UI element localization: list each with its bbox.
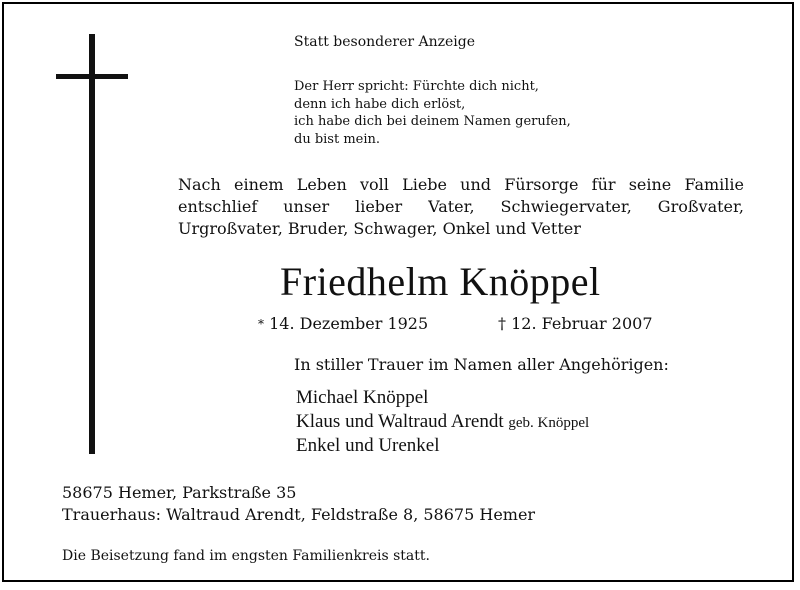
death-symbol: † — [498, 314, 506, 333]
address-home: 58675 Hemer, Parkstraße 35 — [62, 483, 297, 502]
intro-text: Nach einem Leben voll Liebe und Fürsorge für seine Familie entschlief unser lieber Vater, Schwiegervater, Großvater, Urgroßvater, Bruder, Schwager, Onkel und Vetter — [178, 175, 744, 238]
deceased-name: Friedhelm Knöppel — [280, 259, 601, 304]
mourner-line-3: Enkel und Urenkel — [296, 435, 440, 456]
mourner-name: Klaus und Waltraud Arendt — [296, 411, 504, 432]
bible-verse — [294, 78, 571, 148]
maiden-name-note: geb. Knöppel — [508, 415, 590, 431]
mourners-intro: In stiller Trauer im Namen aller Angehörigen: — [294, 355, 669, 374]
verse-line: denn ich habe dich erlöst, — [294, 96, 466, 112]
birth-date-text: 14. Dezember 1925 — [269, 314, 429, 333]
cross-icon-bar — [56, 74, 128, 79]
death-date — [498, 313, 653, 335]
address-mourning-house: Trauerhaus: Waltraud Arendt, Feldstraße 8, 58675 Hemer — [62, 505, 536, 524]
burial-note: Die Beisetzung fand im engsten Familienkreis statt. — [62, 548, 430, 564]
birth-date — [258, 313, 428, 335]
verse-line: du bist mein. — [294, 131, 381, 147]
cross-icon — [89, 34, 95, 454]
birth-symbol: * — [258, 317, 264, 331]
death-date-text: 12. Februar 2007 — [511, 314, 653, 333]
mourner-line-2 — [296, 410, 589, 435]
mourner-line-1: Michael Knöppel — [296, 387, 429, 408]
verse-line: Der Herr spricht: Fürchte dich nicht, — [294, 79, 539, 94]
obituary-notice — [2, 2, 794, 582]
verse-line: ich habe dich bei deinem Namen gerufen, — [294, 114, 571, 129]
announcement-label: Statt besonderer Anzeige — [294, 34, 476, 50]
